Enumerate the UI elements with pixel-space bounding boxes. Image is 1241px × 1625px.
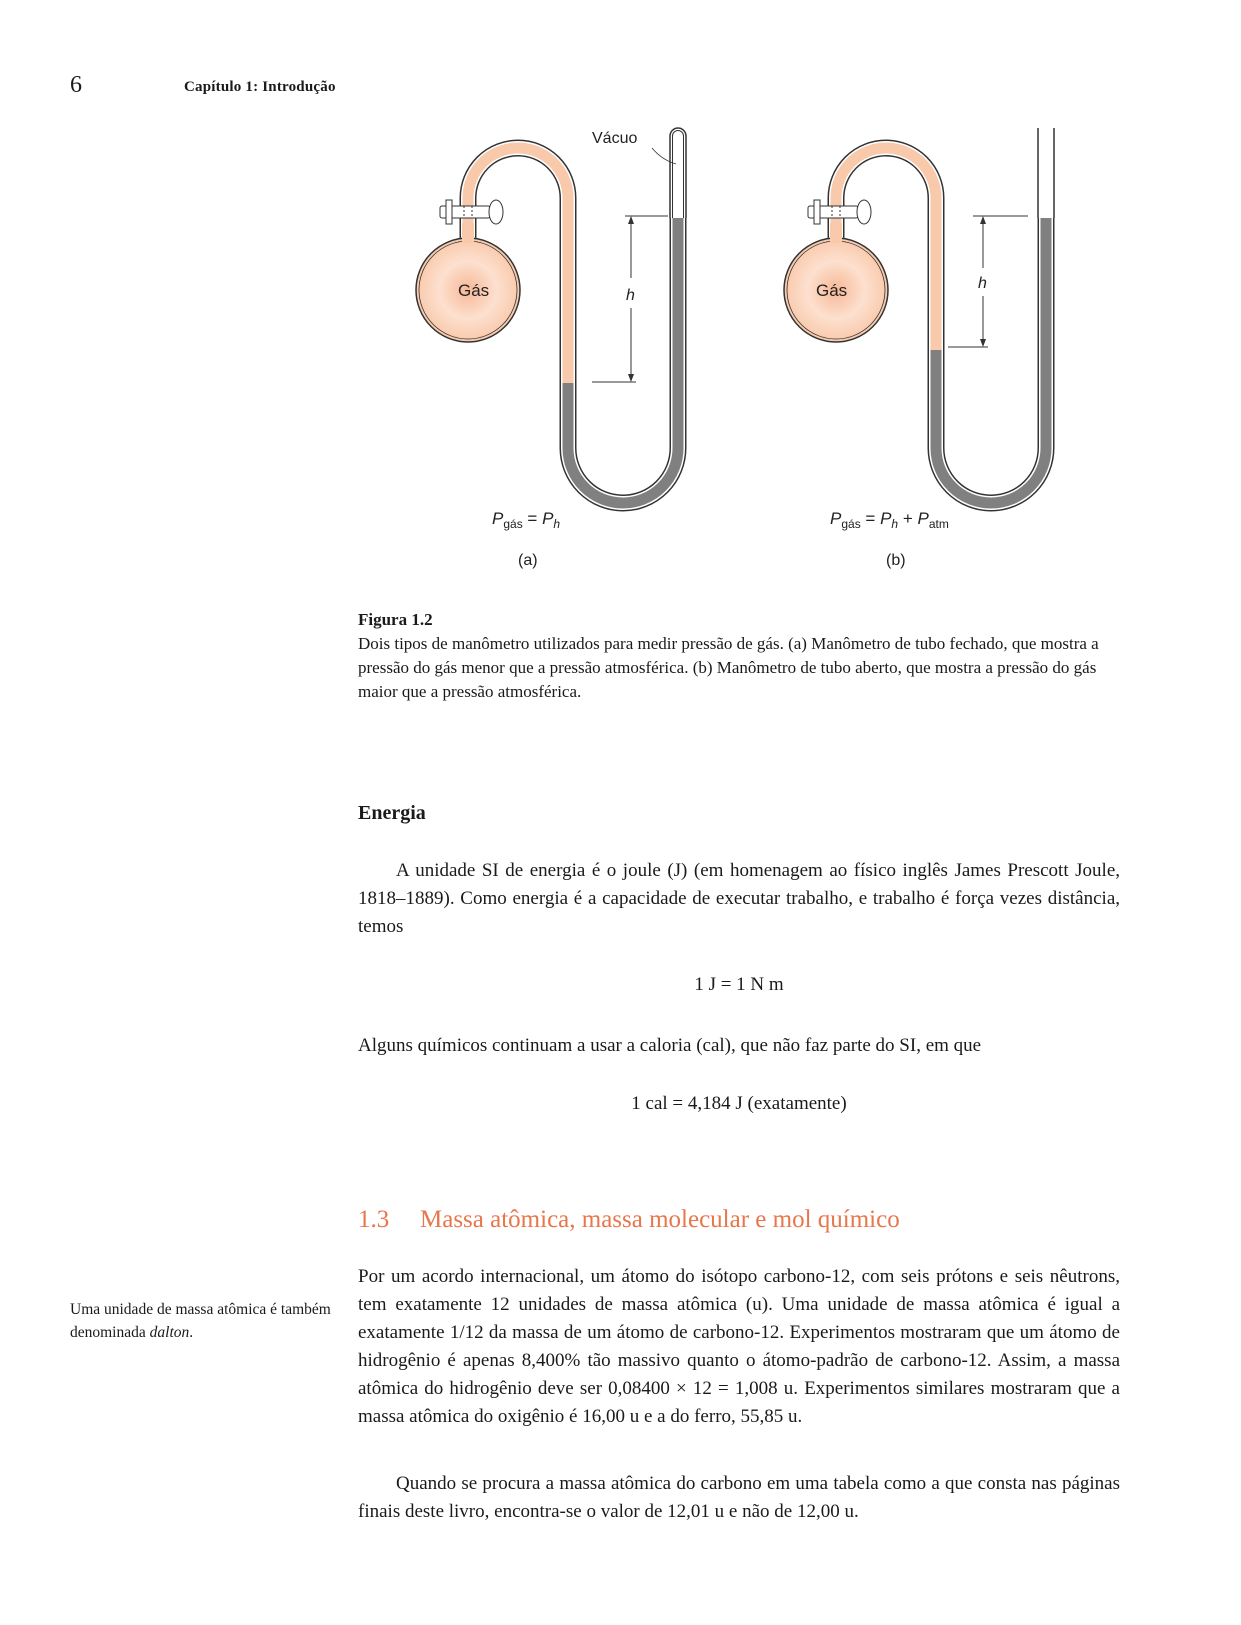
equation: 1 cal = 4,184 J (exatamente)	[631, 1093, 847, 1114]
page-number: 6	[70, 72, 82, 98]
height-label-b: h	[978, 275, 987, 292]
manometer-diagram	[400, 118, 1060, 588]
paragraph: Por um acordo internacional, um átomo do isótopo carbono-12, com seis prótons e seis nêutrons, tem exatamente 12 unidades de massa atômica (u). Uma unidade de massa atômica é igual a exatamente 1/12 da massa de um átomo de carbono-12. Experimentos mostraram que um átomo de hidrogênio é apenas 8,400% tão massivo quanto o átomo-padrão de carbono-12. Assim, a massa atômica do hidrogênio deve ser 0,08400 × 12 = 1,008 u. Experimentos similares mostraram que a massa atômica do oxigênio é 16,00 u e a do ferro, 55,85 u.	[358, 1266, 1120, 1427]
equation: 1 J = 1 N m	[694, 974, 784, 995]
paragraph: Alguns químicos continuam a usar a caloria (cal), que não faz parte do SI, em que	[358, 1035, 982, 1056]
margin-note-italic: dalton	[149, 1324, 190, 1341]
paragraph: Quando se procura a massa atômica do carbono em uma tabela como a que consta nas páginas finais deste livro, encontra-se o valor de 12,01 u e não de 12,00 u.	[358, 1473, 1120, 1522]
figure-manometers	[400, 118, 1060, 588]
panel-a	[416, 128, 686, 569]
margin-note	[70, 1298, 340, 1344]
running-head: Capítulo 1: Introdução	[184, 79, 336, 95]
section-number: 1.3	[358, 1206, 390, 1233]
panel-b	[784, 128, 1054, 569]
margin-note-end: .	[189, 1324, 194, 1341]
subsection-heading: Energia	[358, 802, 426, 824]
equation-a: $P_{gás} = P_h$	[492, 509, 561, 531]
equation-b: $P_{gás} = P_h + P_{atm}$	[830, 509, 949, 531]
margin-note-text: Uma unidade de massa atômica é também denominada	[70, 1301, 331, 1341]
figure-caption	[358, 608, 1118, 704]
vacuum-label: Vácuo	[592, 130, 638, 147]
mercury-a	[568, 218, 678, 503]
paragraph: A unidade SI de energia é o joule (J) (em homenagem ao físico inglês James Prescott Joule, 1818–1889). Como energia é a capacidade de executar trabalho, e trabalho é força vezes distância, temos	[358, 860, 1120, 937]
caption-title: Figura 1.2	[358, 610, 433, 629]
gas-label-b: Gás	[816, 281, 848, 300]
section-title: Massa atômica, massa molecular e mol químico	[420, 1206, 900, 1233]
panel-label-a: (a)	[518, 552, 538, 569]
mercury-b	[936, 218, 1046, 503]
panel-label-b: (b)	[886, 552, 906, 569]
height-label-a: h	[626, 287, 635, 304]
caption-text: Dois tipos de manômetro utilizados para medir pressão de gás. (a) Manômetro de tubo fechado, que mostra a pressão do gás menor que a pressão atmosférica. (b) Manômetro de tubo aberto, que mostra a pressão do gás maior que a pressão atmosférica.	[358, 634, 1099, 701]
gas-label-a: Gás	[458, 281, 490, 300]
section-heading	[358, 1206, 900, 1234]
